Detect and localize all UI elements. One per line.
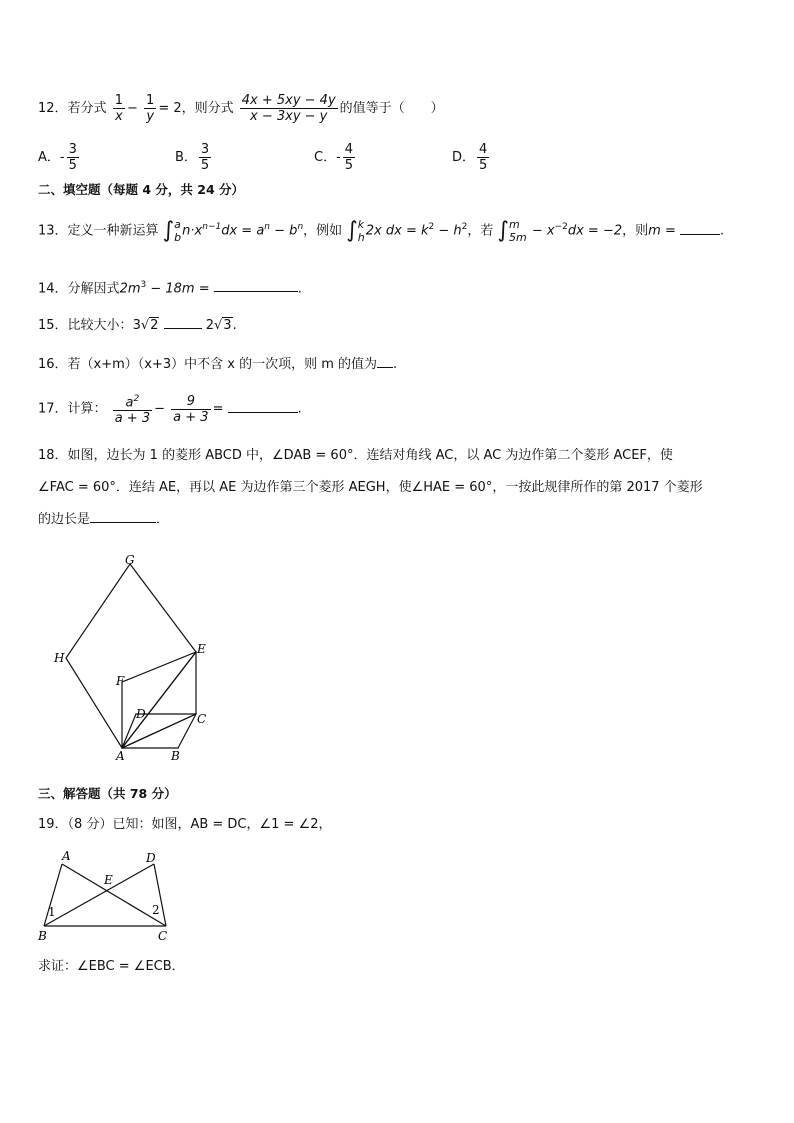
section-heading-solutions: 三、解答题（共 78 分） (38, 786, 177, 801)
question-18-line-3: 的边长是 ． (38, 512, 170, 527)
answer-blank[interactable] (228, 400, 298, 413)
answer-blank[interactable] (90, 510, 156, 523)
rhombus-aegh (66, 564, 196, 748)
integral-sign: ∫ (346, 218, 358, 243)
triangles-figure (34, 846, 184, 946)
integral-sign: ∫ (497, 218, 509, 243)
label-c: C (158, 929, 168, 943)
label-e: E (104, 873, 113, 887)
angle-2-label: 2 (152, 903, 160, 917)
diagonal-ac (122, 714, 196, 748)
label-g: G (125, 553, 135, 567)
label-a: A (62, 849, 71, 863)
question-18-line-2: ∠FAC = 60°．连结 AE，再以 AE 为边作第三个菱形 AEGH，使∠HAE = 60°，一按此规律所作的第 2017 个菱形 (38, 480, 703, 495)
answer-blank[interactable] (164, 316, 202, 329)
answer-blank[interactable] (214, 279, 298, 292)
label-a: A (116, 749, 125, 763)
integral-sign: ∫ (162, 218, 175, 243)
label-d: D (136, 707, 146, 721)
angle-1-label: 1 (48, 905, 56, 919)
label-f: F (116, 674, 125, 688)
question-12: 12．若分式 $\frac{1}{x}$ − $\frac{1}{y}$ = 2，则分式 $\frac{4x + 5xy - 4y}{x - 3xy - y}$ 的值等于（ ） (38, 93, 444, 124)
label-c: C (197, 712, 207, 726)
fraction-expression: $\frac{4x + 5xy - 4y}{x - 3xy - y}$ (241, 93, 336, 124)
question-15: 15．比较大小：3√2 2√3. (38, 318, 237, 333)
label-b: B (38, 929, 47, 943)
question-16: 16．若（x+m）（x+3）中不含 x 的一次项，则 m 的值为 . (38, 357, 398, 372)
question-19-proof: 求证：∠EBC = ∠ECB． (38, 959, 185, 974)
answer-blank[interactable] (680, 222, 720, 235)
segment-db (44, 864, 154, 926)
fraction-1-over-y: $\frac{1}{y}$ (146, 93, 155, 124)
fraction-1-over-x: $\frac{1}{x}$ (114, 93, 123, 124)
option-d[interactable]: D． $\frac{4}{5}$ (452, 142, 488, 173)
question-17: 17．计算： $\frac{a^2}{a + 3}$ − $\frac{9}{a + 3}$ = . (38, 393, 302, 427)
section-heading-fill-in: 二、填空题（每题 4 分，共 24 分） (38, 182, 245, 197)
question-18-line-1: 18．如图，边长为 1 的菱形 ABCD 中，∠DAB = 60°．连结对角线 AC，以 AC 为边作第二个菱形 ACEF，使 (38, 448, 673, 463)
option-a[interactable]: A．- $\frac{3}{5}$ (38, 142, 77, 173)
label-e: E (197, 642, 206, 656)
question-14: 14．分解因式$2m^3 - 18m$ = . (38, 280, 302, 297)
label-d: D (146, 851, 156, 865)
option-b[interactable]: B． $\frac{3}{5}$ (175, 142, 210, 173)
label-b: B (171, 749, 180, 763)
segment-ac (62, 864, 166, 926)
question-13: 13．定义一种新运算 ∫a $bn\cdot x^{n-1}dx = a^n - b^n$，例如 ∫k h2x dx = $k^2 - h^2$，若 ∫m $5m - x^{-2}dx = -2$，则m = . (38, 218, 725, 244)
answer-blank[interactable] (377, 355, 393, 368)
rhombus-figure (50, 548, 220, 768)
question-19: 19．（8 分）已知：如图，AB = DC，∠1 = ∠2， (38, 817, 332, 832)
q12-options (38, 142, 598, 178)
label-h: H (54, 651, 65, 665)
option-c[interactable]: C．- $\frac{4}{5}$ (314, 142, 354, 173)
